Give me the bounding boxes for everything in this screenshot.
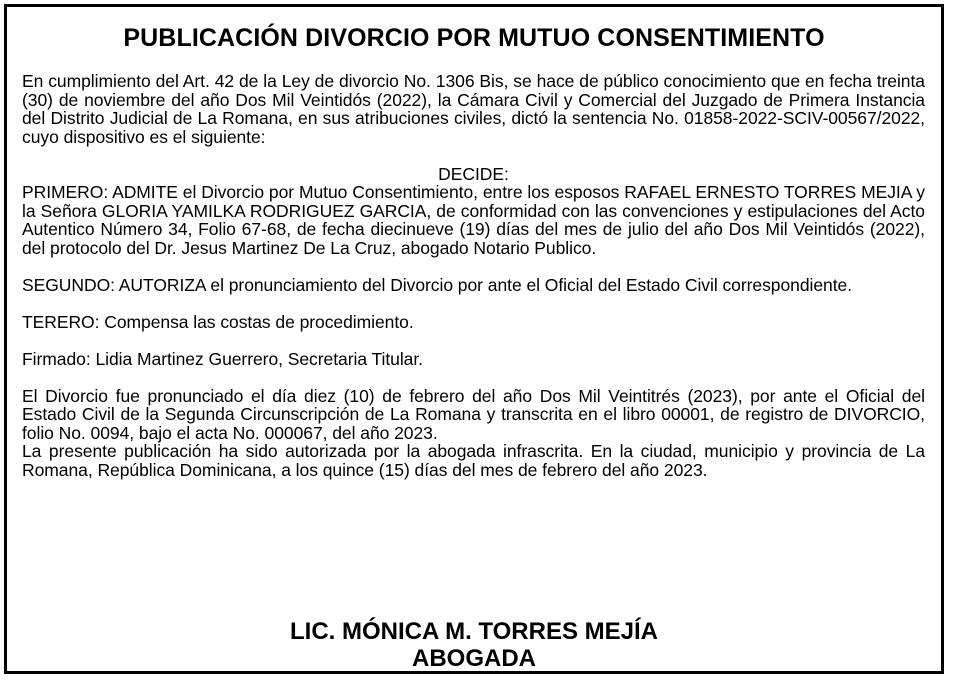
intro-paragraph: En cumplimiento del Art. 42 de la Ley de divorcio No. 1306 Bis, se hace de público conocimiento que en fecha treinta (30) de noviembre del año Dos Mil Veintidós (2022), la Cámara Civil y Comercial del Juzgado de Primera Instancia del Distrito Judicial de La Romana, en sus atribuciones civiles, dictó la sentencia No. 01858-2022-SCIV-00567/2022, cuyo dispositivo es el siguiente: (22, 71, 925, 147)
signer-name: LIC. MÓNICA M. TORRES MEJÍA (289, 618, 658, 645)
spacer (22, 368, 925, 387)
autorizada-paragraph: La presente publicación ha sido autorizada por la abogada infrascrita. En la ciudad, municipio y provincia de La Romana, República Dominicana, a los quince (15) días del mes de febrero del año 2023. (22, 441, 925, 480)
tercero-paragraph: TERERO: Compensa las costas de procedimiento. (22, 311, 414, 332)
segundo-paragraph: SEGUNDO: AUTORIZA el pronunciamiento del Divorcio por ante el Oficial del Estado Civil correspondiente. (22, 274, 853, 295)
firmado-paragraph: Firmado: Lidia Martinez Guerrero, Secretaria Titular. (22, 348, 423, 369)
spacer (22, 294, 925, 313)
notice-body (22, 72, 925, 479)
signer-title: ABOGADA (412, 645, 536, 672)
spacer (22, 331, 925, 350)
notice-title: PUBLICACIÓN DIVORCIO POR MUTUO CONSENTIMIENTO (123, 24, 825, 52)
pronunciado-paragraph: El Divorcio fue pronunciado el día diez (10) de febrero del año Dos Mil Veintitrés (2023), por ante el Oficial del Estado Civil de la Segunda Circunscripción de La Romana y transcrita en el libro 00001, de registro de DIVORCIO, folio No. 0094, bajo el acta No. 000067, del año 2023. (22, 385, 925, 443)
signature-block (7, 618, 941, 672)
decide-heading: DECIDE: (438, 163, 509, 184)
primero-paragraph: PRIMERO: ADMITE el Divorcio por Mutuo Consentimiento, entre los esposos RAFAEL ERNESTO TORRES MEJIA y la Señora GLORIA YAMILKA RODRIGUEZ GARCIA, de conformidad con las convenciones y estipulaciones del Acto Autentico Número 34, Folio 67-68, de fecha diecinueve (19) días del mes de julio del año Dos Mil Veintidós (2022), del protocolo del Dr. Jesus Martinez De La Cruz, abogado Notario Publico. (22, 182, 925, 258)
spacer (22, 257, 925, 276)
spacer (22, 146, 925, 165)
notice-frame (4, 4, 944, 674)
